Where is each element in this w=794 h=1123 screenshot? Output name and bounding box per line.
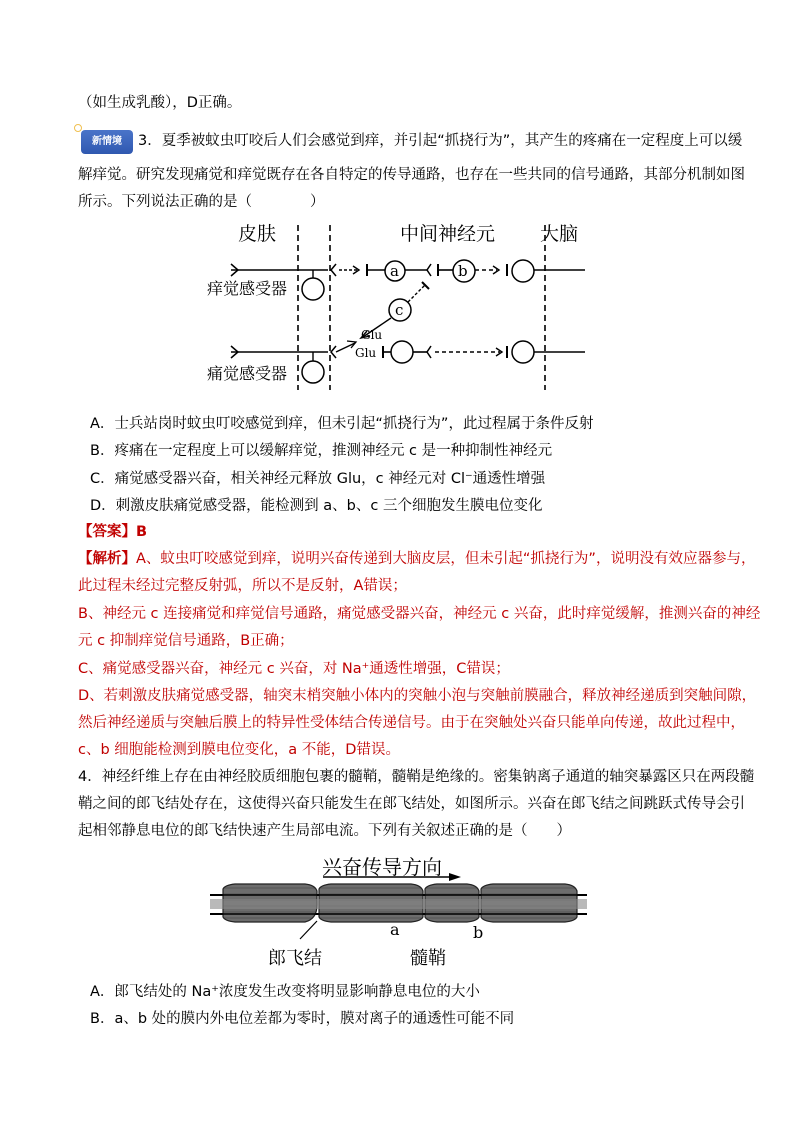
neuron-c-label: c: [395, 301, 404, 319]
neuron-a-label: a: [390, 262, 399, 280]
new-context-badge: 新情境: [81, 130, 133, 154]
q4-stem-line1: 4．神经纤维上存在由神经胶质细胞包裹的髓鞘，髓鞘是绝缘的。密集钠离子通道的轴突暴露区只在两段髓: [78, 769, 755, 785]
q3-explanation-line7: 然后神经递质与突触后膜上的特异性受体结合传递信号。由于在突触处兴奋只能单向传递，故此过程中，: [78, 715, 745, 731]
q3-explanation-line2: 此过程未经过完整反射弧，所以不是反射，A错误；: [78, 578, 407, 594]
brain-neuron-itch: [512, 260, 534, 282]
q4-stem-line2: 鞘之间的郎飞结处存在，这使得兴奋只能发生在郎飞结处，如图所示。兴奋在郎飞结之间跳跃式传导会引: [78, 796, 745, 812]
pain-interneuron: [391, 341, 413, 363]
fig-label-node: 郎飞结: [268, 948, 322, 969]
explanation-text-1: A、蚊虫叮咬感觉到痒，说明兴奋传递到大脑皮层，但未引起“抓挠行为”，说明没有效应器参与，: [136, 551, 756, 567]
brain-neuron-pain: [512, 341, 534, 363]
glu-label-2: Glu: [355, 346, 377, 360]
fig-point-a: a: [390, 920, 400, 939]
fig-label-interneuron: 中间神经元: [400, 223, 496, 245]
q3-explanation-line1: [78, 549, 755, 569]
q3-option-a: A．士兵站岗时蚊虫叮咬感觉到痒，但未引起“抓挠行为”，此过程属于条件反射: [90, 416, 594, 432]
glu-label-1: Glu: [361, 328, 383, 342]
q4-option-b: B．a、b 处的膜内外电位差都为零时，膜对离子的通透性可能不同: [90, 1011, 515, 1027]
fig-label-pain-receptor: 痛觉感受器: [207, 364, 288, 383]
q3-explanation-line6: D、若刺激皮肤痛觉感受器，轴突末梢突触小体内的突触小泡与突触前膜融合，释放神经递质到突触间隙，: [78, 688, 757, 704]
itch-receptor-cell: [302, 278, 324, 300]
q3-explanation-line8: c、b 细胞能检测到膜电位变化，a 不能，D错误。: [78, 742, 400, 758]
q3-stem-line3: 所示。下列说法正确的是（ ）: [78, 194, 325, 210]
pain-receptor-cell: [302, 361, 324, 383]
q4-option-a: A．郎飞结处的 Na⁺浓度发生改变将明显影响静息电位的大小: [90, 984, 480, 1000]
fig-point-b: b: [473, 923, 484, 942]
fig-label-direction: 兴奋传导方向: [322, 855, 442, 879]
q3-option-d: D．刺激皮肤痛觉感受器，能检测到 a、b、c 三个细胞发生膜电位变化: [90, 498, 543, 514]
q4-stem-line3: 起相邻静息电位的郎飞结快速产生局部电流。下列有关叙述正确的是（ ）: [78, 823, 571, 839]
q2-tail: （如生成乳酸），D正确。: [78, 95, 242, 111]
q3-option-b: B．疼痛在一定程度上可以缓解痒觉，推测神经元 c 是一种抑制性神经元: [90, 443, 553, 459]
q3-stem-line1: 3．夏季被蚊虫叮咬后人们会感觉到痒，并引起“抓挠行为”，其产生的疼痛在一定程度上可以缓: [138, 133, 743, 149]
q3-explanation-line4: 元 c 抑制痒觉信号通路，B正确；: [78, 633, 294, 649]
q3-answer: 【答案】B: [78, 524, 148, 540]
q3-stem-line2: 解痒觉。研究发现痛觉和痒觉既存在各自特定的传导通路，也存在一些共同的信号通路，其部分机制如图: [78, 167, 745, 183]
fig-label-brain: 大脑: [540, 223, 579, 245]
q3-option-c: C．痛觉感受器兴奋，相关神经元释放 Glu，c 神经元对 Cl⁻通透性增强: [90, 471, 546, 487]
neuron-b-label: b: [458, 262, 468, 280]
q3-explanation-line5: C、痛觉感受器兴奋，神经元 c 兴奋，对 Na⁺通透性增强，C错误；: [78, 661, 510, 677]
fig-label-skin: 皮肤: [238, 223, 277, 245]
q4-myelin-figure: [205, 855, 595, 970]
fig-label-itch-receptor: 痒觉感受器: [207, 279, 288, 298]
fig-label-myelin: 髓鞘: [410, 948, 446, 969]
q3-explanation-line3: B、神经元 c 连接痛觉和痒觉信号通路，痛觉感受器兴奋，神经元 c 兴奋，此时痒觉缓解，推测兴奋的神经: [78, 606, 761, 622]
explanation-label: 【解析】: [78, 551, 136, 567]
